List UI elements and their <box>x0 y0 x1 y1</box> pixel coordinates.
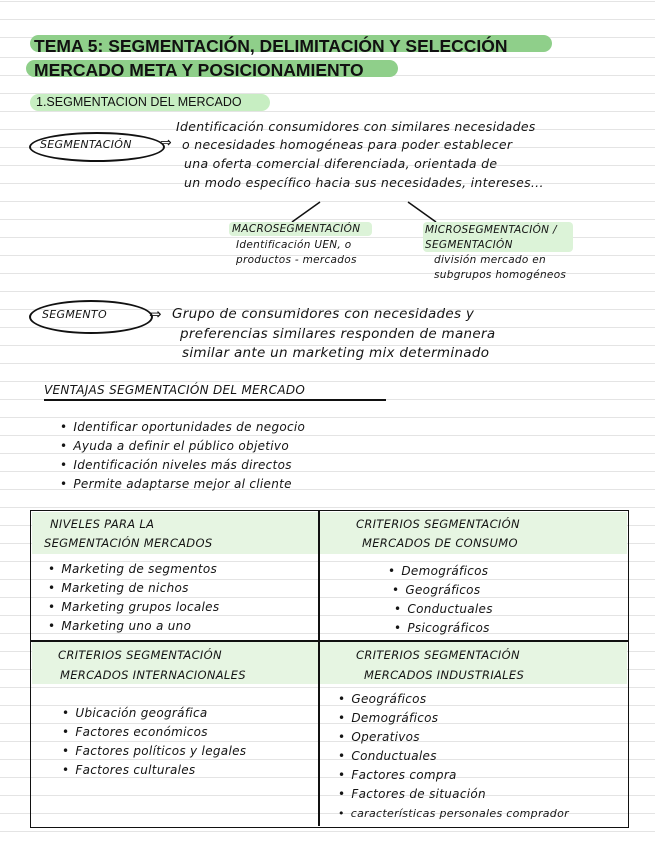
micro-title: MICROSEGMENTACIÓN / SEGMENTACIÓN <box>425 224 557 251</box>
segmentacion-def-3: una oferta comercial diferenciada, orientada de <box>184 156 498 171</box>
cell-title-line1: CRITERIOS SEGMENTACIÓN <box>356 648 520 662</box>
list-item: • Marketing grupos locales <box>48 598 219 617</box>
cell-title-line2: MERCADOS INDUSTRIALES <box>364 668 525 682</box>
segmentacion-def-2: o necesidades homogéneas para poder establecer <box>182 137 513 152</box>
segmento-def-2: preferencias similares responden de manera <box>180 326 496 342</box>
segmento-def-3: similar ante un marketing mix determinado <box>182 345 490 361</box>
segmento-def-1: Grupo de consumidores con necesidades y <box>172 306 475 322</box>
list-item: • Demográficos <box>388 562 493 581</box>
cell-list-niveles <box>48 560 219 636</box>
list-item: • Factores políticos y legales <box>62 742 246 761</box>
page-title-line2: MERCADO META Y POSICIONAMIENTO <box>34 60 364 80</box>
list-item: • Factores compra <box>338 766 569 785</box>
segmento-term: SEGMENTO <box>42 308 107 321</box>
ventajas-item: • Ayuda a definir el público objetivo <box>60 437 305 456</box>
list-item: • Ubicación geográfica <box>62 704 246 723</box>
segmento-arrow: ⇒ <box>149 305 162 323</box>
list-item: • Psicográficos <box>394 619 493 638</box>
macro-title: MACROSEGMENTACIÓN <box>232 223 361 235</box>
cell-list-consumo <box>388 562 493 638</box>
section-title: 1.SEGMENTACION DEL MERCADO <box>36 95 242 109</box>
segmentacion-def-4: un modo específico hacia sus necesidades, intereses... <box>184 175 544 190</box>
micro-line-1: división mercado en <box>434 254 546 266</box>
segmentacion-arrow: ⇒ <box>160 135 173 151</box>
cell-title-line1: NIVELES PARA LA <box>50 517 155 531</box>
cell-title-line2: MERCADOS DE CONSUMO <box>362 536 518 550</box>
ventajas-item: • Identificación niveles más directos <box>60 456 305 475</box>
segmentacion-def-1: Identificación consumidores con similares necesidades <box>176 119 536 134</box>
page-title-line1: TEMA 5: SEGMENTACIÓN, DELIMITACIÓN Y SELECCIÓN <box>34 36 508 56</box>
table-col-divider <box>318 510 320 826</box>
ventajas-underline <box>44 399 386 401</box>
list-item: • Demográficos <box>338 709 569 728</box>
list-item: • Marketing de segmentos <box>48 560 219 579</box>
list-item: • Marketing de nichos <box>48 579 219 598</box>
list-item: • Marketing uno a uno <box>48 617 219 636</box>
list-item: • Operativos <box>338 728 569 747</box>
list-item: • Conductuales <box>338 747 569 766</box>
ventajas-item: • Identificar oportunidades de negocio <box>60 418 305 437</box>
cell-title-line1: CRITERIOS SEGMENTACIÓN <box>356 517 520 531</box>
macro-line-2: productos - mercados <box>236 254 357 266</box>
list-item: • Geográficos <box>392 581 493 600</box>
cell-list-internacionales <box>62 704 246 780</box>
cell-title-line1: CRITERIOS SEGMENTACIÓN <box>58 648 222 662</box>
cell-title-line2: SEGMENTACIÓN MERCADOS <box>44 536 213 550</box>
micro-line-2: subgrupos homogéneos <box>434 269 567 281</box>
cell-list-industriales <box>338 690 569 823</box>
list-item: • Factores de situación <box>338 785 569 804</box>
list-item: • Factores culturales <box>62 761 246 780</box>
list-item: • Conductuales <box>394 600 493 619</box>
macro-line-1: Identificación UEN, o <box>236 239 352 251</box>
list-item: • Factores económicos <box>62 723 246 742</box>
cell-title-line2: MERCADOS INTERNACIONALES <box>60 668 246 682</box>
segmentacion-term: SEGMENTACIÓN <box>40 138 132 151</box>
list-item: • características personales comprador <box>338 804 569 823</box>
ventajas-title: VENTAJAS SEGMENTACIÓN DEL MERCADO <box>44 383 306 397</box>
list-item: • Geográficos <box>338 690 569 709</box>
ventajas-item: • Permite adaptarse mejor al cliente <box>60 475 305 494</box>
ventajas-list <box>60 418 305 494</box>
